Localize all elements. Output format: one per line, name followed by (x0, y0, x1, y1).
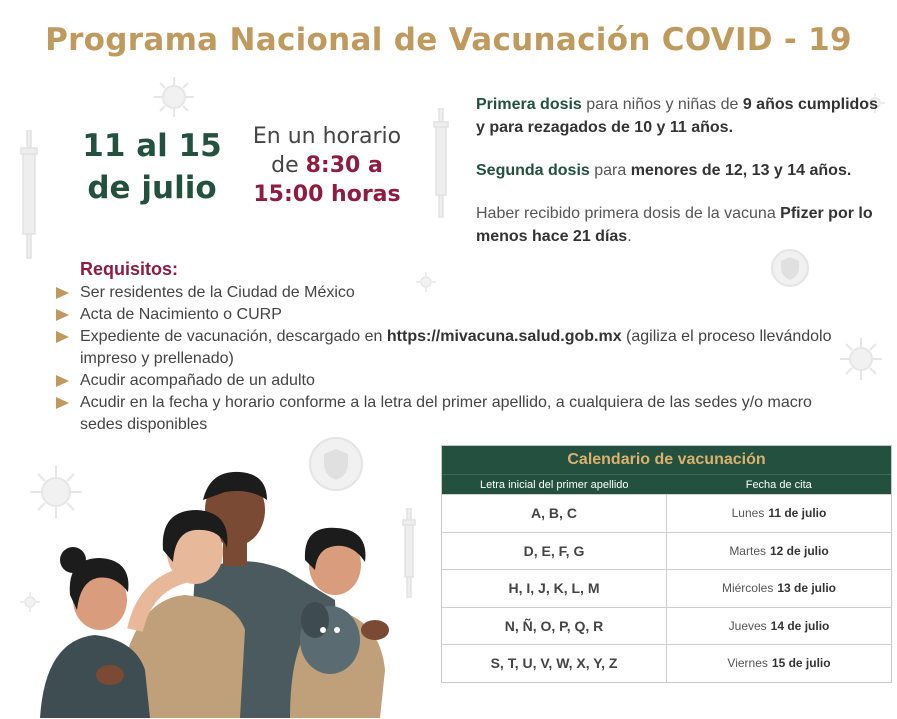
requirements-list (56, 282, 846, 436)
requirement-text: (agiliza el proceso llevándolo impreso y prellenado) (80, 328, 832, 367)
calendar-header-row (442, 474, 891, 494)
page-title: Programa Nacional de Vacunación COVID - 19 (45, 22, 852, 58)
date-cell (667, 495, 891, 532)
vaccine-url-link[interactable]: https://mivacuna.salud.gob.mx (386, 328, 622, 345)
second-dose-age: menores de 12, 13 y 14 años. (630, 162, 852, 179)
condition-bold: Pfizer por lo menos hace 21 días (476, 205, 873, 245)
first-dose-age: 9 años cumplidos y para rezagados de 10 y 11 años. (476, 96, 878, 136)
list-item (56, 392, 846, 436)
column-header-date: Fecha de cita (745, 479, 812, 491)
day-date: 11 de julio (768, 506, 827, 521)
first-dose-text: para niños y niñas de (581, 96, 743, 113)
schedule-line-2 (232, 151, 422, 180)
second-dose-label: Segunda dosis (476, 162, 590, 179)
day-date: 13 de julio (777, 581, 837, 596)
second-dose-info (476, 159, 886, 182)
letters-cell: D, E, F, G (442, 533, 667, 570)
day-name: Viernes (727, 656, 768, 671)
bullet-arrow-icon (56, 331, 69, 343)
family-illustration (35, 470, 435, 719)
second-dose-condition (476, 202, 886, 248)
first-dose-label: Primera dosis (476, 96, 582, 113)
requirements-title: Requisitos: (80, 259, 179, 279)
requirement-text: Acudir en la fecha y horario conforme a la letra del primer apellido, a cualquiera de las sedes y/o macro sedes disponibles (80, 394, 812, 433)
date-cell (667, 645, 891, 682)
second-dose-text: para (589, 162, 631, 179)
campaign-dates (72, 125, 232, 209)
schedule-hours (232, 122, 422, 209)
dates-line-1: 11 al 15 (82, 128, 222, 164)
syringe-icon (428, 108, 454, 218)
condition-end: . (627, 228, 632, 245)
dose-info (476, 93, 886, 268)
list-item (56, 370, 846, 392)
letters-cell: H, I, J, K, L, M (442, 570, 667, 607)
table-row (442, 569, 891, 607)
requirement-text: Ser residentes de la Ciudad de México (80, 284, 355, 301)
date-cell (667, 533, 891, 570)
syringe-icon (14, 130, 44, 260)
schedule-end-time: 15:00 horas (253, 182, 401, 207)
list-item (56, 282, 846, 304)
letters-cell: A, B, C (442, 495, 667, 532)
calendar-title: Calendario de vacunación (442, 446, 891, 474)
schedule-prefix: de (271, 153, 306, 178)
condition-text: Haber recibido primera dosis de la vacuna (476, 205, 781, 222)
day-date: 12 de julio (770, 543, 829, 558)
schedule-line-1: En un horario (252, 124, 402, 149)
requirement-text: Expediente de vacunación, descargado en (80, 328, 387, 345)
vaccination-calendar (441, 445, 892, 683)
virus-icon (152, 75, 196, 119)
day-name: Lunes (731, 506, 765, 521)
list-item (56, 304, 846, 326)
schedule-start-time: 8:30 a (305, 153, 383, 178)
table-row (442, 532, 891, 570)
bullet-arrow-icon (56, 287, 69, 299)
bullet-arrow-icon (56, 375, 69, 387)
letters-cell: N, Ñ, O, P, Q, R (442, 608, 667, 645)
column-header-letters: Letra inicial del primer apellido (479, 479, 629, 491)
day-name: Jueves (728, 618, 767, 633)
bullet-arrow-icon (56, 309, 69, 321)
day-name: Martes (729, 543, 766, 558)
requirement-text: Acta de Nacimiento o CURP (80, 306, 282, 323)
first-dose-info (476, 93, 886, 139)
bullet-arrow-icon (56, 397, 69, 409)
letters-cell: S, T, U, V, W, X, Y, Z (442, 645, 667, 682)
table-row (442, 644, 891, 682)
list-item (56, 326, 846, 370)
table-row (442, 494, 891, 532)
table-row (442, 607, 891, 645)
day-name: Miércoles (721, 581, 774, 596)
day-date: 15 de julio (771, 656, 831, 671)
requirement-text: Acudir acompañado de un adulto (80, 372, 315, 389)
date-cell (667, 570, 891, 607)
dates-line-2: de julio (87, 170, 217, 206)
date-cell (667, 608, 891, 645)
day-date: 14 de julio (770, 618, 830, 633)
